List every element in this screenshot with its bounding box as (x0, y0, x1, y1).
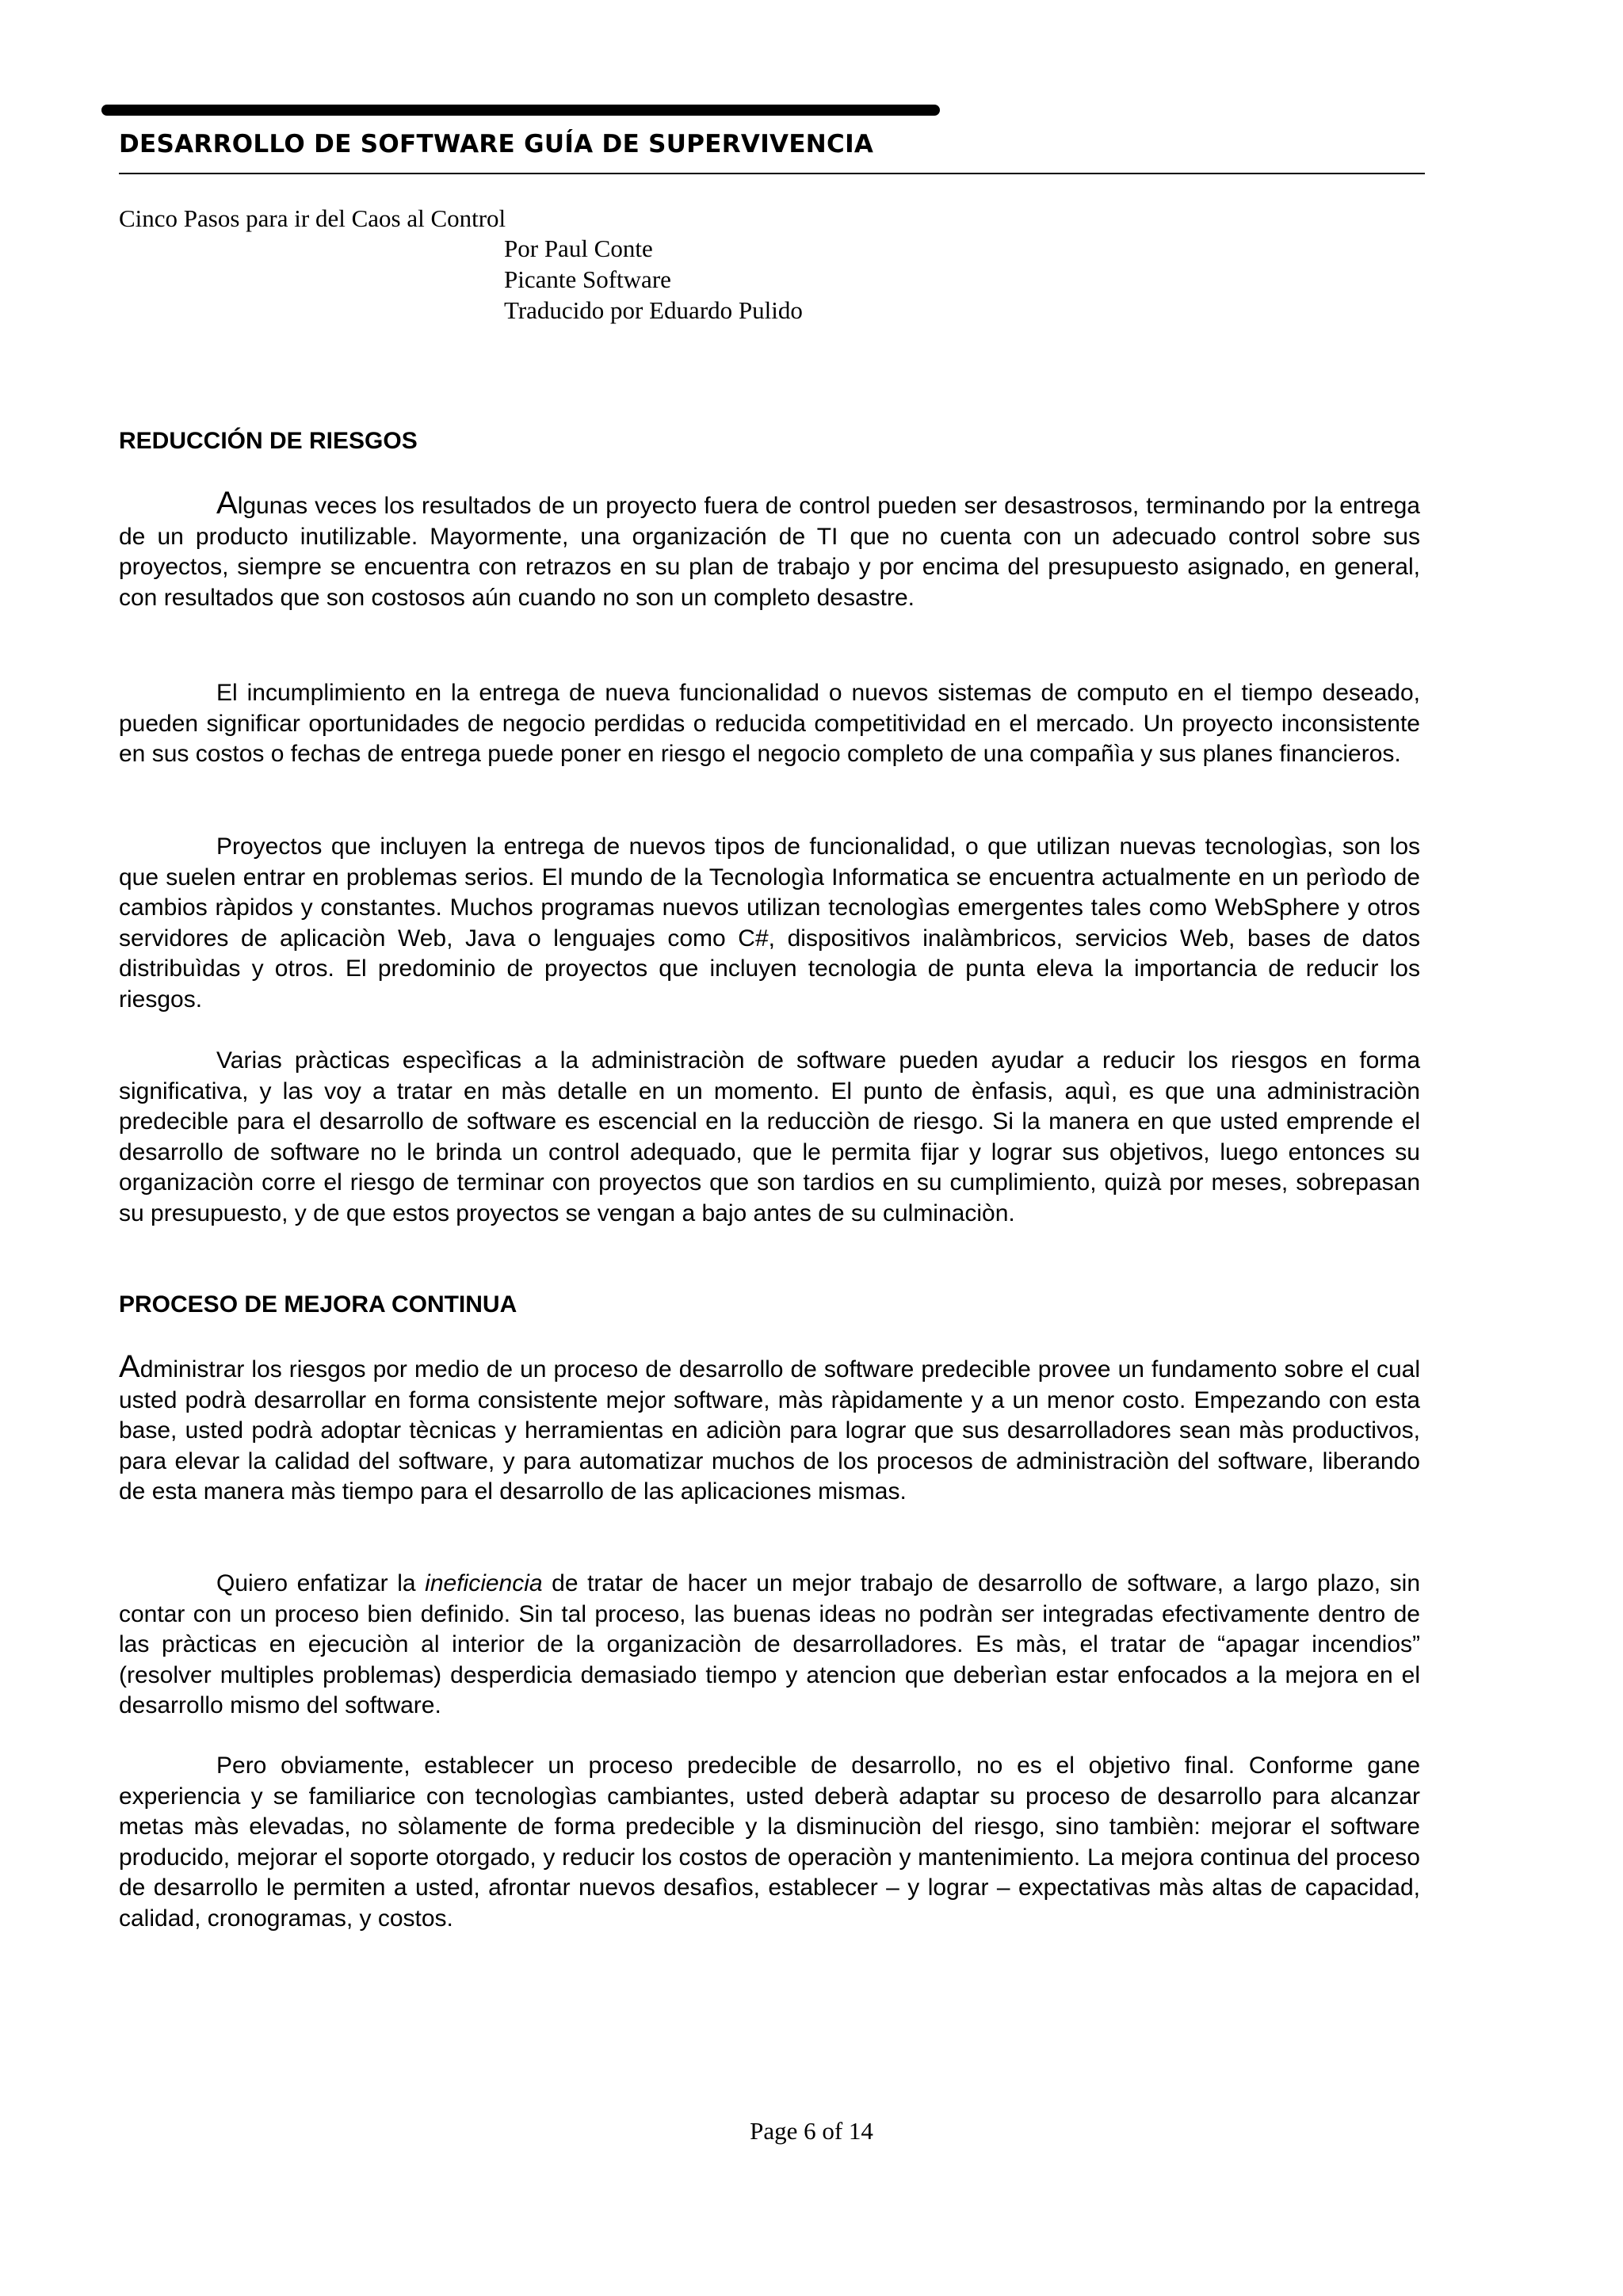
running-header-title: DESARROLLO DE SOFTWARE GUÍA DE SUPERVIVENCIA (119, 130, 874, 158)
drop-cap: A (119, 1349, 140, 1384)
paragraph-text: lgunas veces los resultados de un proyecto fuera de control pueden ser desastrosos, terminando por la entrega de un producto inutilizable. Mayormente, una organización de TI que no cuenta con un adecuado control sobre sus proyectos, siempre se encuentra con retrazos en su plan de trabajo y por encima del presupuesto asignado, en general, con resultados que son costosos aún cuando no son un completo desastre. (119, 493, 1420, 611)
paragraph-text: dministrar los riesgos por medio de un proceso de desarrollo de software predecible provee un fundamento sobre el cual usted podrà desarrollar en forma consistente mejor software, màs ràpidamente y a un menor costo. Empezando con esta base, usted podrà adoptar tècnicas y herramientas en adiciòn para lograr que sus desarrolladores sean màs productivos, para elevar la calidad del software, y para automatizar muchos de los procesos de administraciòn del software, liberando de esta manera màs tiempo para el desarrollo de las aplicaciones mismas. (119, 1356, 1420, 1505)
header-thick-rule (101, 105, 940, 116)
company-line: Picante Software (504, 265, 671, 293)
paragraph-text: Quiero enfatizar la (216, 1570, 426, 1596)
drop-cap: A (216, 486, 238, 521)
document-subtitle: Cinco Pasos para ir del Caos al Control (119, 204, 506, 232)
paragraph (119, 1569, 1420, 1722)
paragraph (119, 1349, 1420, 1508)
paragraph: Pero obviamente, establecer un proceso predecible de desarrollo, no es el objetivo final. Conforme gane experiencia y se familiarice con tecnologìas cambiantes, usted deberà adaptar su proceso de desarrollo para alcanzar metas màs elevadas, no sòlamente de forma predecible y la disminuciòn del riesgo, sino tambièn: mejorar el software producido, mejorar el soporte otorgado, y reducir los costos de operaciòn y mantenimiento. La mejora continua del proceso de desarrollo le permiten a usted, afrontar nuevos desafìos, establecer – y lograr – expectativas màs altas de capacidad, calidad, cronogramas, y costos. (119, 1753, 1420, 1932)
author-line: Por Paul Conte (504, 235, 653, 262)
page-number-footer: Page 6 of 14 (750, 2117, 873, 2145)
section-heading-risk-reduction: REDUCCIÓN DE RIESGOS (119, 428, 418, 454)
section-heading-continuous-improvement: PROCESO DE MEJORA CONTINUA (119, 1291, 517, 1318)
paragraph: El incumplimiento en la entrega de nueva funcionalidad o nuevos sistemas de computo en el tiempo deseado, pueden significar oportunidades de negocio perdidas o reducida competitividad en el mercado. Un proyecto inconsistente en sus costos o fechas de entrega puede poner en riesgo el negocio completo de una compañìa y sus planes financieros. (119, 680, 1420, 768)
header-underline (119, 173, 1425, 174)
paragraph: Varias pràcticas especìficas a la administraciòn de software pueden ayudar a reducir los riesgos en forma significativa, y las voy a tratar en màs detalle en un momento. El punto de ènfasis, aquì, es que una administraciòn predecible para el desarrollo de software es escencial en la reducciòn de riesgo. Si la manera en que usted emprende el desarrollo de software no le brinda un control adequado, que le permita fijar y lograr sus objetivos, luego entonces su organizaciòn corre el riesgo de terminar con proyectos que son tardios en su cumplimiento, quizà por meses, sobrepasan su presupuesto, y de que estos proyectos se vengan a bajo antes de su culminaciòn. (119, 1047, 1420, 1226)
translator-line: Traducido por Eduardo Pulido (504, 296, 803, 324)
paragraph (119, 488, 1420, 613)
paragraph-text: de tratar de hacer un mejor trabajo de desarrollo de software, a largo plazo, sin contar con un proceso bien definido. Sin tal proceso, las buenas ideas no podràn ser integradas efectivamente dentro de las pràcticas en ejecuciòn al interior de la organizaciòn de desarrolladores. Es màs, el tratar de “apagar incendios” (resolver multiples problemas) desperdicia demasiado tiempo y atencion que deberìan estar enfocados a la mejora en el desarrollo mismo del software. (119, 1570, 1421, 1719)
emphasized-word: ineficiencia (425, 1570, 543, 1596)
paragraph: Proyectos que incluyen la entrega de nuevos tipos de funcionalidad, o que utilizan nuevas tecnologìas, son los que suelen entrar en problemas serios. El mundo de la Tecnologìa Informatica se encuentra actualmente en un perìodo de cambios ràpidos y constantes. Muchos programas nuevos utilizan tecnologìas emergentes tales como WebSphere y otros servidores de aplicaciòn Web, Java o lenguajes como C#, dispositivos inalàmbricos, servicios Web, bases de datos distribuìdas y otros. El predominio de proyectos que incluyen tecnologia de punta eleva la importancia de reducir los riesgos. (119, 833, 1420, 1013)
